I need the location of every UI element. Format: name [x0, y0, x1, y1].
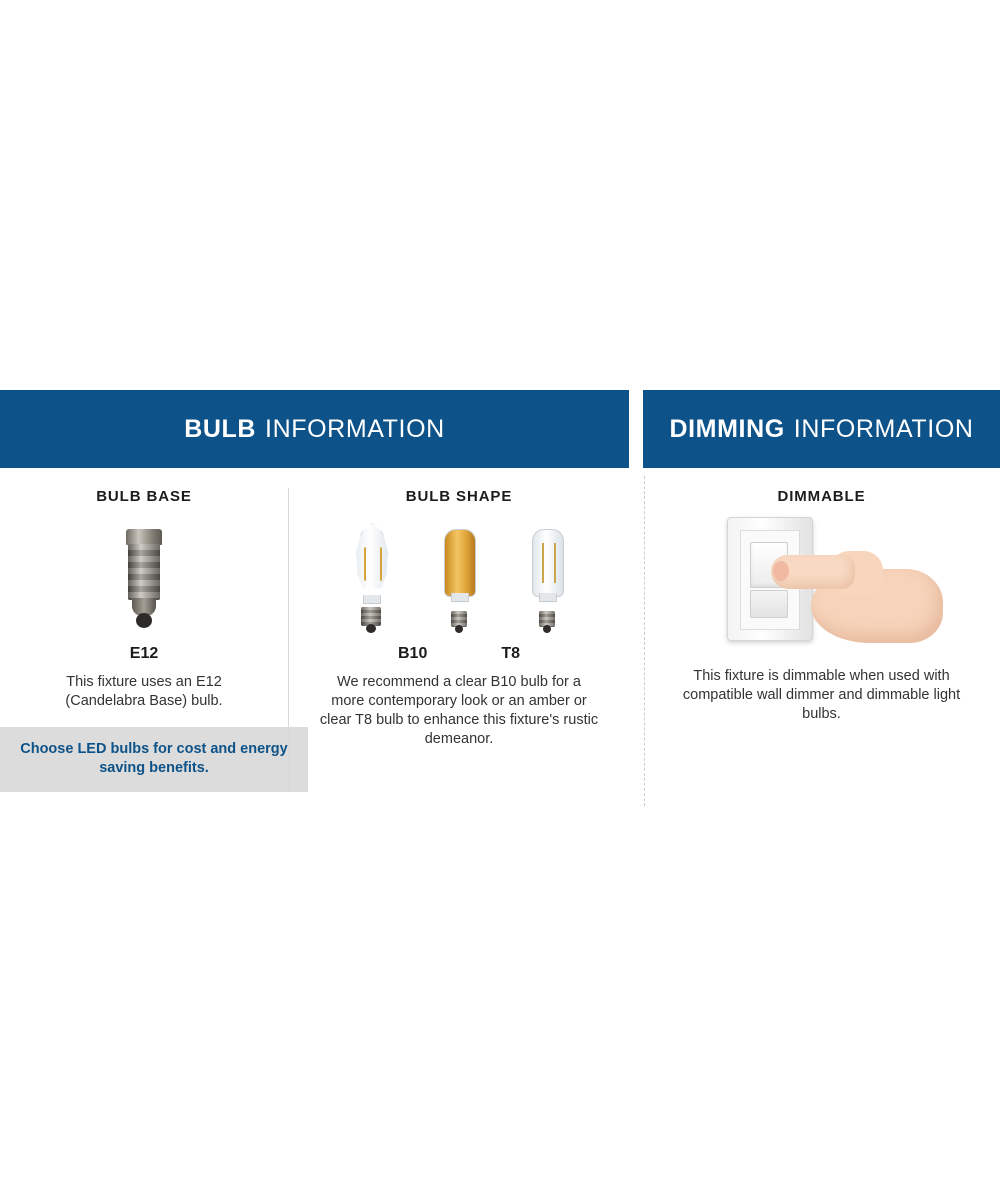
dimming-information-body — [643, 468, 1000, 724]
bulb-header-strong: BULB — [184, 414, 257, 443]
b10-clear-bulb-icon — [349, 523, 393, 633]
panel-bulb-information — [0, 390, 629, 792]
bulb-header-light: INFORMATION — [265, 414, 445, 443]
wall-dimmer-switch-with-hand-icon — [707, 517, 937, 657]
dimming-header-light: INFORMATION — [793, 414, 974, 443]
dimmable-title: DIMMABLE — [777, 488, 866, 505]
shape-t8-clear — [525, 523, 569, 633]
e12-screw-base-icon — [119, 529, 169, 633]
bulb-base-caption: This fixture uses an E12 (Candelabra Base) bulb. — [65, 674, 223, 709]
bulb-base-title: BULB BASE — [96, 488, 192, 505]
bulb-information-header — [0, 390, 629, 468]
shape-label-t8: T8 — [501, 645, 521, 662]
shape-t8-amber — [437, 523, 481, 633]
dimming-information-header — [643, 390, 1000, 468]
bulb-information-body — [0, 468, 629, 792]
dimming-header-strong: DIMMING — [669, 414, 785, 443]
t8-clear-bulb-icon — [525, 523, 569, 633]
shape-label-b10: B10 — [397, 645, 428, 662]
shape-b10 — [349, 523, 393, 633]
bulb-base-label: E12 — [129, 645, 159, 662]
column-bulb-base — [0, 488, 288, 792]
bulb-shape-caption: We recommend a clear B10 bulb for a more contemporary look or an amber or clear T8 bulb to enhance this fixture's rustic demeanor. — [319, 674, 599, 747]
hand-illustration — [771, 545, 941, 657]
bulb-shape-art — [289, 517, 629, 633]
dimmable-caption: This fixture is dimmable when used with compatible wall dimmer and dimmable light bulbs. — [682, 668, 961, 722]
panel-dimming-information — [643, 390, 1000, 724]
column-dimmable — [643, 488, 1000, 724]
bulb-shape-title: BULB SHAPE — [405, 488, 513, 505]
t8-amber-bulb-icon — [437, 523, 481, 633]
panels-container — [0, 390, 1000, 792]
bulb-base-art — [0, 517, 288, 633]
panel-dashed-divider — [644, 476, 645, 806]
led-note-box: Choose LED bulbs for cost and energy saving benefits. — [0, 727, 308, 792]
column-bulb-shape — [288, 488, 629, 792]
